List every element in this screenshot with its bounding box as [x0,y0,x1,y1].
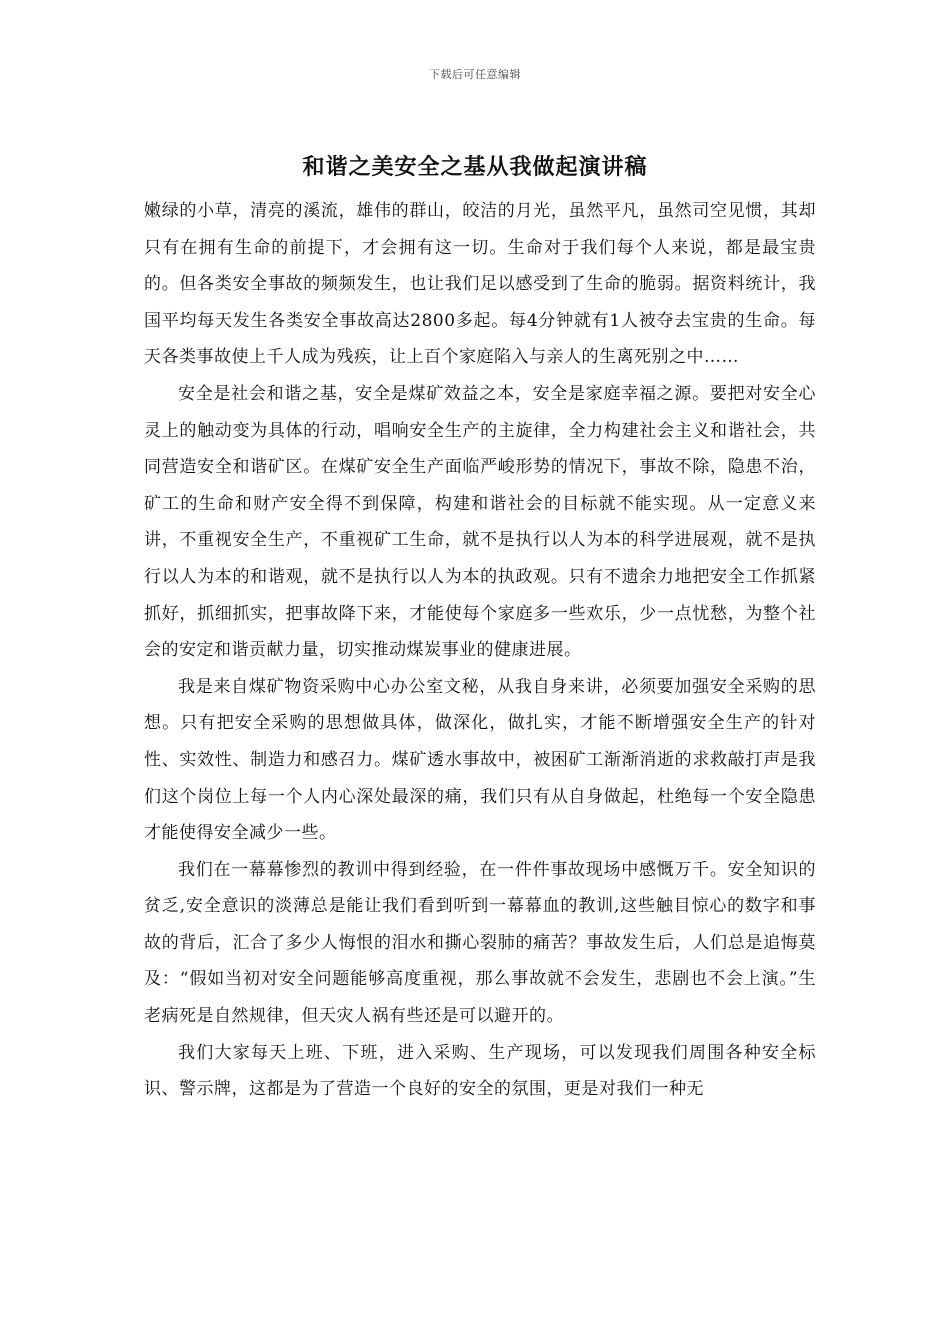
paragraph-2: 安全是社会和谐之基，安全是煤矿效益之本，安全是家庭幸福之源。要把对安全心灵上的触动变为具体的行动，唱响安全生产的主旋律，全力构建社会主义和谐社会，共同营造安全和谐矿区。在煤矿安全生产面临严峻形势的情况下，事故不除，隐患不治，矿工的生命和财产安全得不到保障，构建和谐社会的目标就不能实现。从一定意义来讲，不重视安全生产，不重视矿工生命，就不是执行以人为本的科学进展观，就不是执行以人为本的和谐观，就不是执行以人为本的执政观。只有不遗余力地把安全工作抓紧抓好，抓细抓实，把事故降下来，才能使每个家庭多一些欢乐，少一点忧愁，为整个社会的安定和谐贡献力量，切实推动煤炭事业的健康进展。 [144,383,816,661]
paragraph-1: 嫩绿的小草，清亮的溪流，雄伟的群山，皎洁的月光，虽然平凡，虽然司空见惯，其却只有在拥有生命的前提下，才会拥有这一切。生命对于我们每个人来说，都是最宝贵的。但各类安全事故的频频发生，也让我们足以感受到了生命的脆弱。据资料统计，我国平均每天发生各类安全事故高达2800多起。每4分钟就有1人被夺去宝贵的生命。每天各类事故使上千人成为残疾，让上百个家庭陷入与亲人的生离死别之中…… [144,201,816,368]
paragraph-5: 我们大家每天上班、下班，进入采购、生产现场，可以发现我们周围各种安全标识、警示牌，这都是为了营造一个良好的安全的氛围，更是对我们一种无 [144,1042,816,1100]
document-body [144,193,816,1108]
paragraph-3: 我是来自煤矿物资采购中心办公室文秘，从我自身来讲，必须要加强安全采购的思想。只有把安全采购的思想做具体，做深化，做扎实，才能不断增强安全生产的针对性、实效性、制造力和感召力。煤矿透水事故中，被困矿工渐渐消逝的求救敲打声是我们这个岗位上每一个人内心深处最深的痛，我们只有从自身做起，杜绝每一个安全隐患才能使得安全减少一些。 [144,676,816,844]
document-title: 和谐之美安全之基从我做起演讲稿 [302,155,648,180]
header-note: 下载后可任意编辑 [429,68,521,81]
paragraph-4: 我们在一幕幕惨烈的教训中得到经验，在一件件事故现场中感慨万千。安全知识的贫乏,安全意识的淡薄总是能让我们看到听到一幕幕血的教训,这些触目惊心的数字和事故的背后，汇合了多少人悔恨的泪水和撕心裂肺的痛苦？事故发生后，人们总是追悔莫及：“假如当初对安全问题能够高度重视，那么事故就不会发生，悲剧也不会上演。”生老病死是自然规律，但天灾人祸有些还是可以避开的。 [144,859,816,1027]
